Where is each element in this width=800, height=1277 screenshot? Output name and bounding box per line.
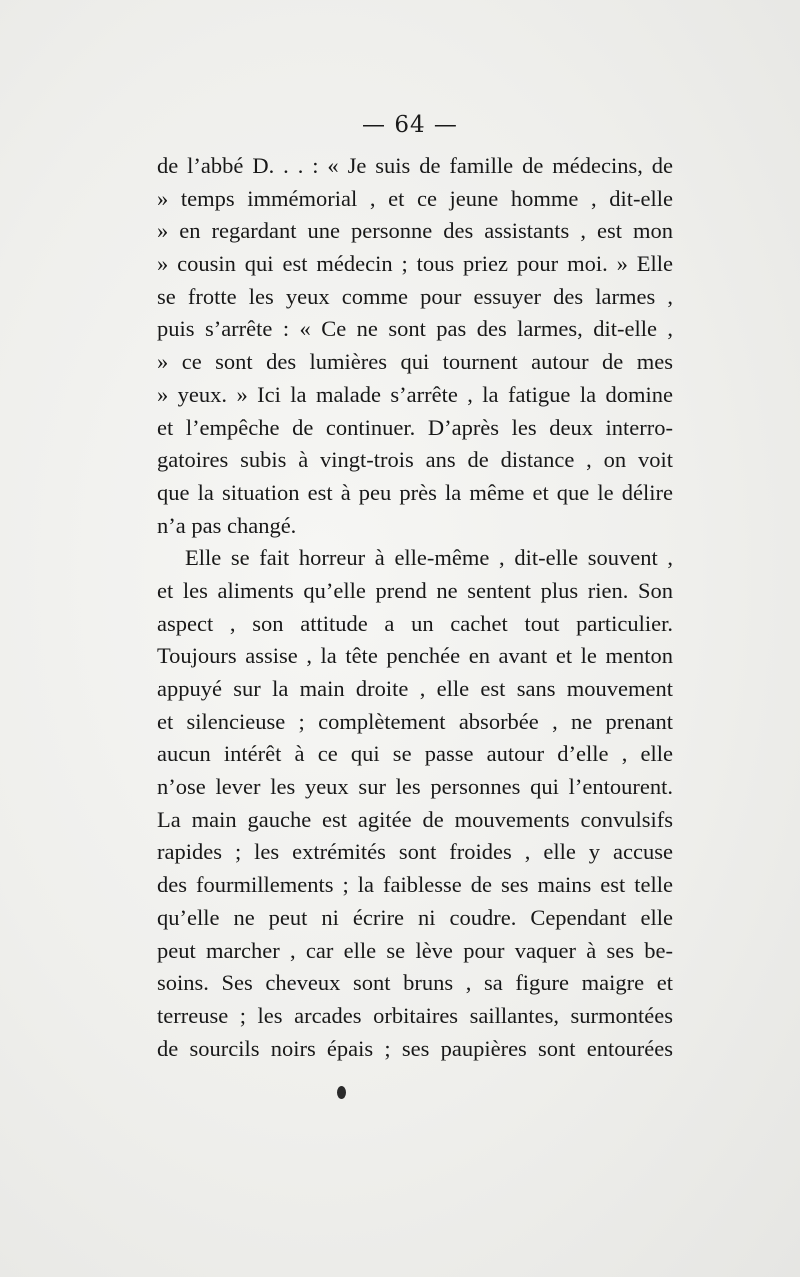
text-line: » en regardant une personne des assistants , est mon (157, 218, 673, 244)
text-line: et silencieuse ; complètement absorbée , ne prenant (157, 708, 673, 734)
text-line: appuyé sur la main droite , elle est sans mouvement (157, 676, 673, 701)
text-line: des fourmillements ; la faiblesse de ses mains est telle (157, 872, 673, 898)
page-number: — 64 — (362, 112, 458, 138)
text-line: rapides ; les extrémités sont froides , elle y accuse (157, 839, 673, 865)
text-line: n’ose lever les yeux sur les personnes qui l’entourent. (157, 774, 673, 800)
text-line: soins. Ses cheveux sont bruns , sa figure maigre et (157, 970, 673, 996)
text-line: de l’abbé D. . . : « Je suis de famille de médecins, de (157, 153, 673, 178)
text-line: puis s’arrête : « Ce ne sont pas des larmes, dit-elle , (157, 316, 673, 342)
text-line: Elle se fait horreur à elle-même , dit-elle souvent , (185, 545, 673, 571)
text-line: aspect , son attitude a un cachet tout particulier. (157, 610, 673, 636)
ink-blot (337, 1086, 346, 1099)
text-line: » ce sont des lumières qui tournent autour de mes (157, 349, 673, 375)
text-line: Toujours assise , la tête penchée en avant et le menton (157, 643, 673, 669)
text-line: peut marcher , car elle se lève pour vaquer à ses be- (157, 937, 673, 963)
text-line: » cousin qui est médecin ; tous priez pour moi. » Elle (157, 251, 673, 277)
text-line: de sourcils noirs épais ; ses paupières sont entourées (157, 1035, 673, 1061)
text-line: aucun intérêt à ce qui se passe autour d’elle , elle (157, 741, 673, 767)
text-line: se frotte les yeux comme pour essuyer des larmes , (157, 283, 673, 309)
text-line: et l’empêche de continuer. D’après les deux interro- (157, 414, 673, 440)
text-line: terreuse ; les arcades orbitaires saillantes, surmontées (157, 1002, 673, 1028)
text-line: gatoires subis à vingt-trois ans de distance , on voit (157, 447, 673, 473)
text-line: » yeux. » Ici la malade s’arrête , la fatigue la domine (157, 381, 673, 407)
text-line: La main gauche est agitée de mouvements convulsifs (157, 806, 673, 832)
text-line: et les aliments qu’elle prend ne sentent plus rien. Son (157, 577, 673, 603)
text-line: qu’elle ne peut ni écrire ni coudre. Cependant elle (157, 904, 673, 930)
text-line: n’a pas changé. (157, 512, 297, 538)
text-line: » temps immémorial , et ce jeune homme , dit-elle (157, 185, 673, 211)
body-text (157, 150, 673, 1065)
text-line: que la situation est à peu près la même et que le délire (157, 479, 673, 505)
